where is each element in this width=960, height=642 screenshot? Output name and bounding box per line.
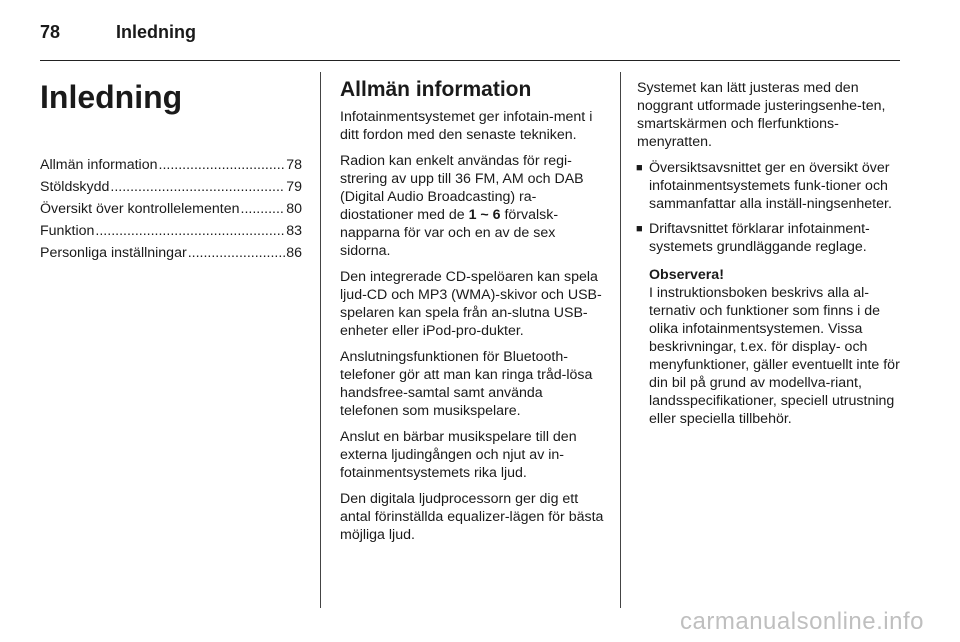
paragraph: Anslutningsfunktionen för Bluetooth-telefoner gör att man kan ringa tråd-lösa handsfree-samtal samt använda telefonen som musikspelare. <box>340 349 593 419</box>
list-item: ■ Översiktsavsnittet ger en översikt över infotainmentsystemets funk-tioner och sammanfattar alla inställ-ningsenheter. <box>637 159 901 213</box>
column-divider-1 <box>320 72 321 608</box>
toc-label: Personliga inställningar <box>40 245 187 261</box>
toc-leader <box>110 176 285 198</box>
toc-label: Funktion <box>40 223 95 239</box>
toc-page: 78 <box>286 157 302 173</box>
column-divider-2 <box>620 72 621 608</box>
toc-entry[interactable] <box>40 220 302 242</box>
toc-page: 83 <box>286 223 302 239</box>
chapter-column <box>40 72 302 264</box>
table-of-contents <box>40 154 302 264</box>
paragraph: Infotainmentsystemet ger infotain-ment i ditt fordon med den senaste tekniken. <box>340 109 593 143</box>
toc-leader <box>188 242 286 264</box>
chapter-title: Inledning <box>40 79 183 115</box>
preset-buttons-label: 1 ~ 6 <box>468 207 501 223</box>
toc-page: 79 <box>286 179 302 195</box>
paragraph: Anslut en bärbar musikspelare till den externa ljudingången och njut av in-fotainmentsystemets rika ljud. <box>340 429 577 481</box>
toc-page: 80 <box>286 201 302 217</box>
paragraph-radio <box>340 152 604 260</box>
section-column <box>340 72 604 552</box>
paragraph: Systemet kan lätt justeras med den noggrant utformade justeringsenhe-ten, smartskärmen och flerfunktions-menyratten. <box>637 80 886 150</box>
section-title: Allmän information <box>340 78 532 101</box>
header-rule <box>40 60 900 61</box>
right-column <box>637 79 901 428</box>
bullet-list <box>637 159 901 256</box>
toc-label: Allmän information <box>40 157 158 173</box>
note-title: Observera! <box>649 267 724 283</box>
toc-entry[interactable] <box>40 242 302 264</box>
toc-entry[interactable] <box>40 154 302 176</box>
toc-entry[interactable] <box>40 176 302 198</box>
paragraph-text: förvalsk-napparna för var och en av de sex sidorna. <box>340 207 559 259</box>
paragraph: Den digitala ljudprocessorn ger dig ett antal förinställda equalizer-lägen för bästa möjliga ljud. <box>340 491 604 543</box>
toc-leader <box>159 154 286 176</box>
watermark: carmanualsonline.info <box>680 608 924 635</box>
page-number: 78 <box>40 22 61 42</box>
toc-leader <box>241 198 286 220</box>
paragraph-text: Radion kan enkelt användas för regi-strering av upp till 36 FM, AM och DAB (Digital Audio Broadcasting) ra-diostationer med de <box>340 153 584 223</box>
note-box <box>649 266 901 428</box>
toc-label: Stöldskydd <box>40 179 110 195</box>
note-text: I instruktionsboken beskrivs alla al-ternativ och funktioner som finns i de olika infotainmentsystemen. Vissa beskrivningar, t.ex. för display- och menyfunktioner, gäller eventuellt inte för din bil på grund av modellva-riant, landsspecifikationer, speciell utrustning eller speciella tillbehör. <box>649 285 900 427</box>
paragraph: Den integrerade CD-spelöaren kan spela ljud-CD och MP3 (WMA)-skivor och USB-spelaren kan spela från an-slutna USB-enheter eller iPod-pro-dukter. <box>340 269 602 339</box>
list-item: ■ Driftavsnittet förklarar infotainment-systemets grundläggande reglage. <box>637 220 901 256</box>
toc-label: Översikt över kontrollelementen <box>40 201 240 217</box>
toc-leader <box>95 220 285 242</box>
toc-page: 86 <box>286 245 302 261</box>
running-title: Inledning <box>116 22 196 42</box>
toc-entry[interactable] <box>40 198 302 220</box>
